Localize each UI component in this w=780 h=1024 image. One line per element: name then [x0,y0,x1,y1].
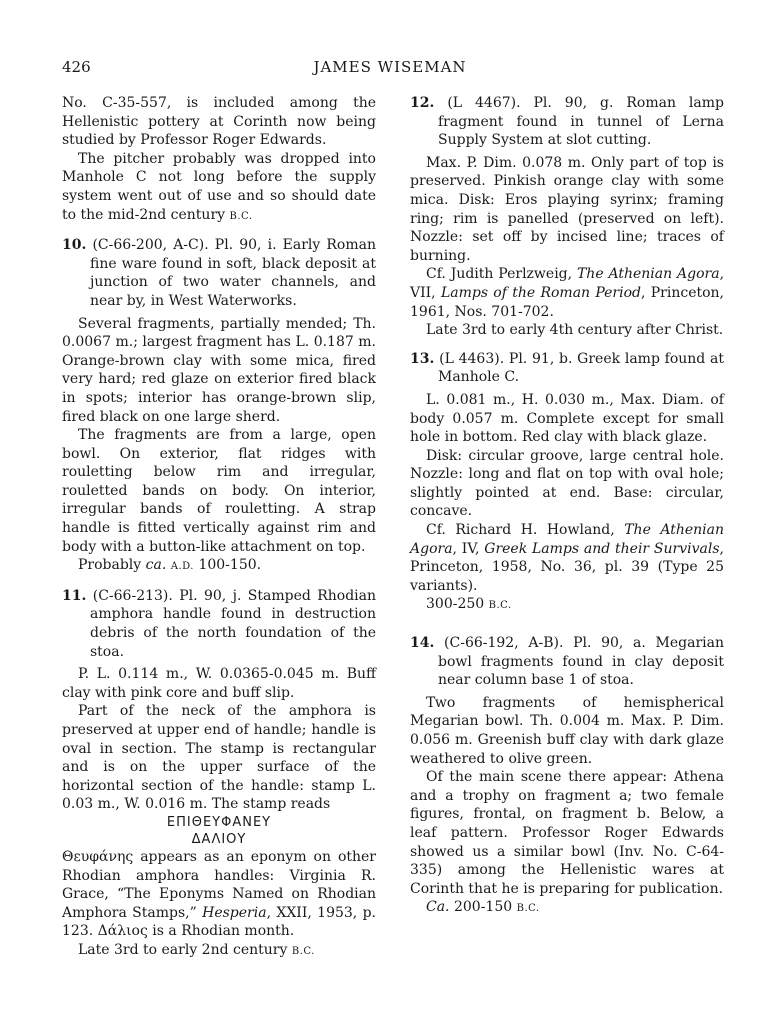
entry-13-date [410,595,724,616]
entry-number: 11. [62,587,87,604]
era-abbrev: B.C. [488,600,512,612]
intro-paragraph: No. C-35-557, is included among the Hellenistic pottery at Corinth now being studied by Professor Roger Edwards. [62,95,376,149]
reference-text: Cf. Richard H. Howland, [426,522,625,539]
entry-14-date [410,898,724,919]
catalogue-entry-14-heading [410,634,724,690]
entry-heading-text: (C-66-200, A-C). Pl. 90, i. Early Roman fine ware found in soft, black deposit at junction of two water channels, and near by, in West Waterworks. [90,237,376,309]
era-abbrev: B.C. [229,210,253,222]
entry-number: 10. [62,237,87,254]
reference-text: Cf. Judith Perlzweig, [426,266,577,283]
catalogue-entry-12-heading [410,94,724,150]
entry-number: 14. [410,635,435,652]
era-abbrev: B.C. [516,903,540,915]
reference-text: , VII, [410,266,725,301]
entry-10-description: Several fragments, partially mended; Th. 0.0067 m.; largest fragment has L. 0.187 m. Orange-brown clay with some mica, fired very hard; red glaze on exterior fired black in spots; interior has orange-brown slip, fired black on one large sherd. [62,315,376,425]
entry-12-date: Late 3rd to early 4th century after Christ. [426,322,724,339]
date-range: 100-150. [198,557,262,574]
entry-heading-text: (C-66-213). Pl. 90, j. Stamped Rhodian amphora handle found in destruction debris of the north foundation of the stoa. [90,587,376,660]
entry-heading-text: (L 4467). Pl. 90, g. Roman lamp fragment found in tunnel of Lerna Supply System at slot cutting. [438,95,724,149]
era-abbrev: A.D. [170,561,194,573]
entry-13-measurements: L. 0.081 m., H. 0.030 m., Max. Diam. of body 0.057 m. Complete except for small hole in bottom. Red clay with black glaze. [410,391,724,446]
date-range: 300-250 [426,596,489,613]
page-header [0,58,780,80]
entry-11-measurements: P. L. 0.114 m., W. 0.0365-0.045 m. Buff clay with pink core and buff slip. [62,666,376,701]
journal-title: Hesperia [202,904,267,921]
era-abbrev: B.C. [291,945,315,957]
entry-heading-text: (C-66-192, A-B). Pl. 90, a. Megarian bowl fragments found in clay deposit near column base 1 of stoa. [438,635,724,689]
entry-10-date [62,556,376,577]
date-range: 200-150 [449,899,517,916]
date-prefix: Probably [78,557,146,574]
entry-14-description: Two fragments of hemispherical Megarian bowl. Th. 0.004 m. Max. P. Dim. 0.056 m. Greenish buff clay with dark glaze weathered to olive green. [410,694,724,767]
catalogue-entry-10-heading [62,236,376,310]
stamp-inscription-line-2: ΔΑΛΙΟΥ [191,831,247,847]
entry-heading-text: (L 4463). Pl. 91, b. Greek lamp found at Manhole C. [438,350,724,386]
page-number: 426 [62,58,91,76]
book-subtitle: Greek Lamps and their Survivals [484,540,720,557]
running-head: JAMES WISEMAN [313,58,467,76]
catalogue-entry-11-heading [62,587,376,661]
left-column [62,94,376,962]
book-title: The Athenian Agora [410,522,724,557]
reference-text: , IV, [452,540,485,557]
entry-number: 12. [410,95,435,111]
stamp-inscription-line-1: ΕΠΙΘΕΥΦΑΝΕΥ [166,814,272,830]
entry-12-reference [410,265,724,321]
reference-text: , Princeton, 1961, Nos. 701-702. [410,284,725,320]
intro-dating-text: The pitcher probably was dropped into Manhole C not long before the supply system went out of use and so should date to the mid-2nd century [62,150,376,223]
book-subtitle: Lamps of the Roman Period [440,284,641,301]
discussion-text: , XXII, 1953, p. 123. [62,904,376,940]
entry-13-description: Disk: circular groove, large central hole. Nozzle: long and flat on top with oval hole; slightly pointed at end. Base: circular, concave. [410,447,724,520]
right-column [410,94,724,919]
discussion-text: is a Rhodian month. [147,923,295,940]
entry-number: 13. [410,350,435,367]
entry-10-discussion: The fragments are from a large, open bowl. On exterior, flat ridges with rouletting below rim and irregular, rouletted bands on body. On interior, irregular bands of rouletting. A strap handle is fitted vertically against rim and body with a button-like attachment on top. [62,427,376,555]
entry-11-description: Part of the neck of the amphora is preserved at upper end of handle; handle is oval in section. The stamp is rectangular and is on the upper surface of the horizontal section of the handle: stamp L. 0.03 m., W. 0.016 m. The stamp reads [62,703,376,813]
circa-abbrev: Ca. [426,899,450,916]
entry-13-reference [410,521,724,595]
greek-month: Δάλιος [97,923,148,940]
date-text: Late 3rd to early 2nd century [78,941,292,958]
entry-14-discussion: Of the main scene there appear: Athena and a trophy on fragment a; two female figures, frontal, on fragment b. Below, a leaf pattern. Professor Roger Edwards showed us a similar bowl (Inv. No. C-64-335) among the Hellenistic wares at Corinth that he is preparing for publication. [410,769,724,897]
entry-12-description: Max. P. Dim. 0.078 m. Only part of top is preserved. Pinkish orange clay with some mica. Disk: Eros playing syrinx; framing ring; rim is panelled (preserved on left). Nozzle: set off by incised line; traces of burning. [410,154,724,264]
catalogue-entry-13-heading [410,350,724,387]
discussion-text: appears as an eponym on other Rhodian amphora handles: Virginia R. Grace, “The Eponyms Named on Rhodian Amphora Stamps,” [62,848,376,921]
greek-name: Θευφάνης [62,848,134,865]
entry-11-discussion [62,848,376,941]
entry-11-date [62,941,376,962]
book-title: The Athenian Agora [576,266,720,283]
intro-dating-paragraph [62,150,376,226]
reference-text: , Princeton, 1958, No. 36, pl. 39 (Type 25 variants). [410,540,724,594]
circa-abbrev: ca. [145,557,167,574]
